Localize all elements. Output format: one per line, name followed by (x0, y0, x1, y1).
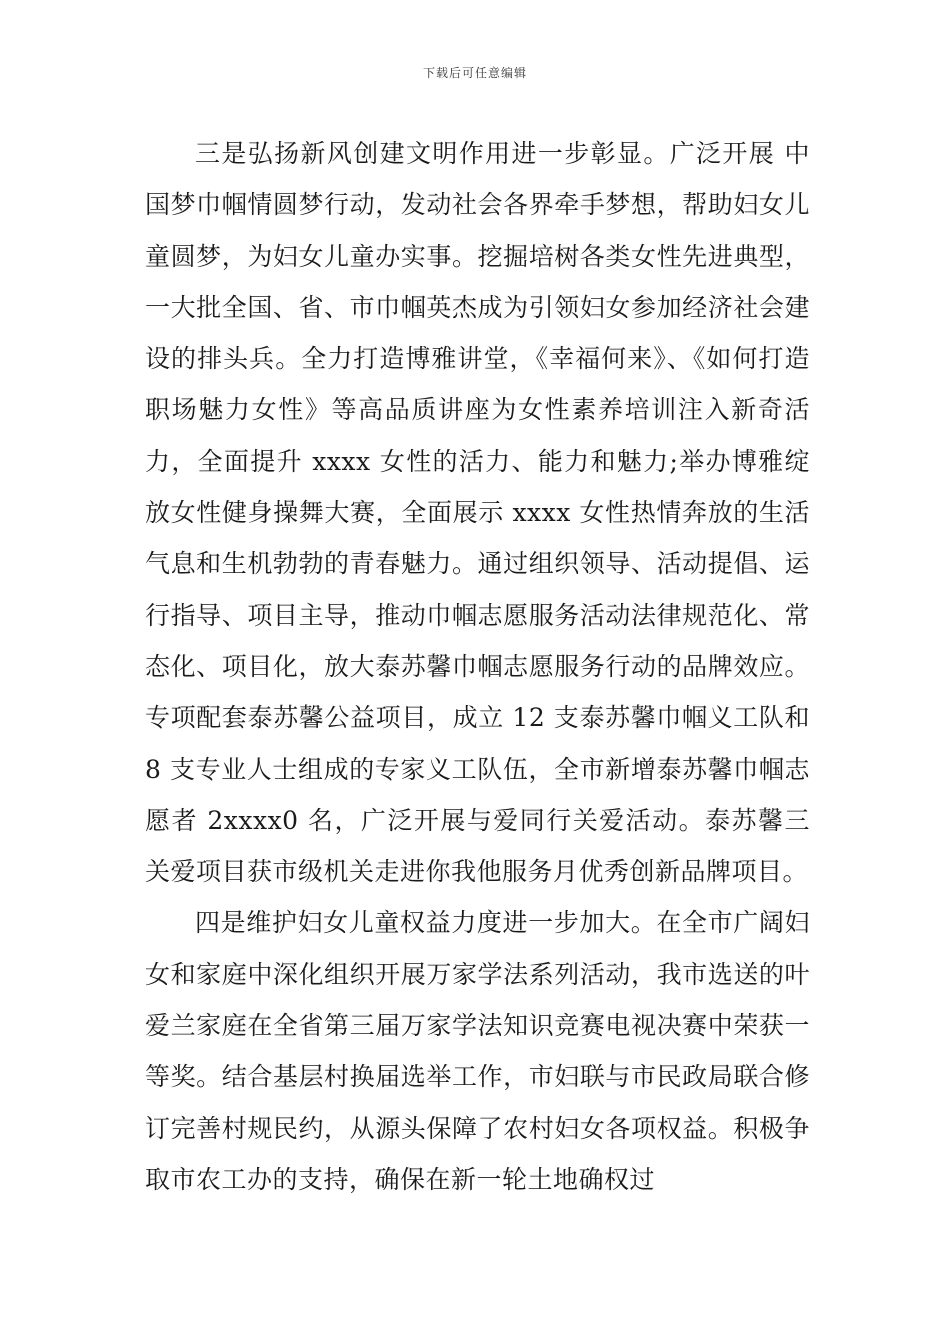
paragraph-4: 四是维护妇女儿童权益力度进一步加大。在全市广阔妇女和家庭中深化组织开展万家学法系列活动，我市选送的叶爱兰家庭在全省第三届万家学法知识竞赛电视决赛中荣获一等奖。结合基层村换届选举工作，市妇联与市民政局联合修订完善村规民约，从源头保障了农村妇女各项权益。积极争取市农工办的支持，确保在新一轮土地确权过 (145, 908, 810, 1194)
document-body (145, 128, 810, 1205)
download-note: 下载后可任意编辑 (422, 66, 527, 80)
paragraph-3: 三是弘扬新风创建文明作用进一步彰显。广泛开展 中国梦巾帼情圆梦行动，发动社会各界牵手梦想，帮助妇女儿童圆梦，为妇女儿童办实事。挖掘培树各类女性先进典型，一大批全国、省、市巾帼英杰成为引领妇女参加经济社会建设的排头兵。全力打造博雅讲堂，《幸福何来》、《如何打造职场魅力女性》等高品质讲座为女性素养培训注入新奇活力，全面提升 xxxx 女性的活力、能力和魅力;举办博雅绽放女性健身操舞大赛，全面展示 xxxx 女性热情奔放的生活气息和生机勃勃的青春魅力。通过组织领导、活动提倡、运行指导、项目主导，推动巾帼志愿服务活动法律规范化、常态化、项目化，放大泰苏馨巾帼志愿服务行动的品牌效应。专项配套泰苏馨公益项目，成立 12 支泰苏馨巾帼义工队和 8 支专业人士组成的专家义工队伍，全市新增泰苏馨巾帼志愿者 2xxxx0 名，广泛开展与爱同行关爱活动。泰苏馨三关爱项目获市级机关走进你我他服务月优秀创新品牌项目。 (145, 139, 810, 887)
